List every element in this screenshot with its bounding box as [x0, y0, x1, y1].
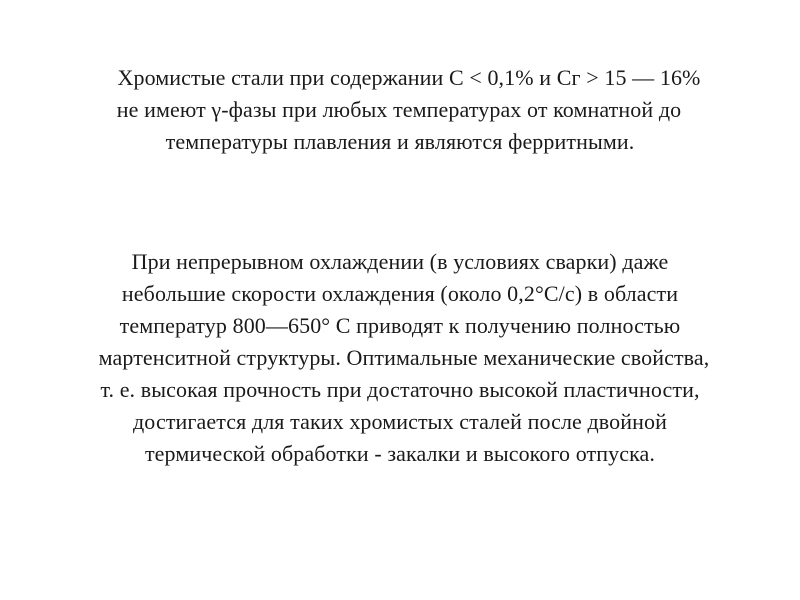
text-line: небольшие скорости охлаждения (около 0,2°С/с) в области	[121, 281, 679, 306]
paragraph-continuous-cooling	[0, 246, 800, 470]
text-line: температуры плавления и являются ферритными.	[165, 129, 635, 154]
text-line: не имеют γ-фазы при любых температурах от комнатной до	[116, 97, 682, 122]
text-line: При непрерывном охлаждении (в условиях сварки) даже	[131, 249, 669, 274]
paragraph-chromium-steels-ferritic	[0, 62, 800, 158]
text-line: т. е. высокая прочность при достаточно высокой пластичности,	[100, 377, 700, 402]
text-line: термической обработки - закалки и высокого отпуска.	[144, 441, 656, 466]
text-line: достигается для таких хромистых сталей после двойной	[133, 409, 667, 434]
text-line: температур 800—650° С приводят к получению полностью	[119, 313, 681, 338]
text-line: Хромистые стали при содержании С < 0,1% и Сг > 15 — 16%	[117, 65, 701, 90]
text-line: мартенситной структуры. Оптимальные механические свойства,	[98, 345, 710, 370]
